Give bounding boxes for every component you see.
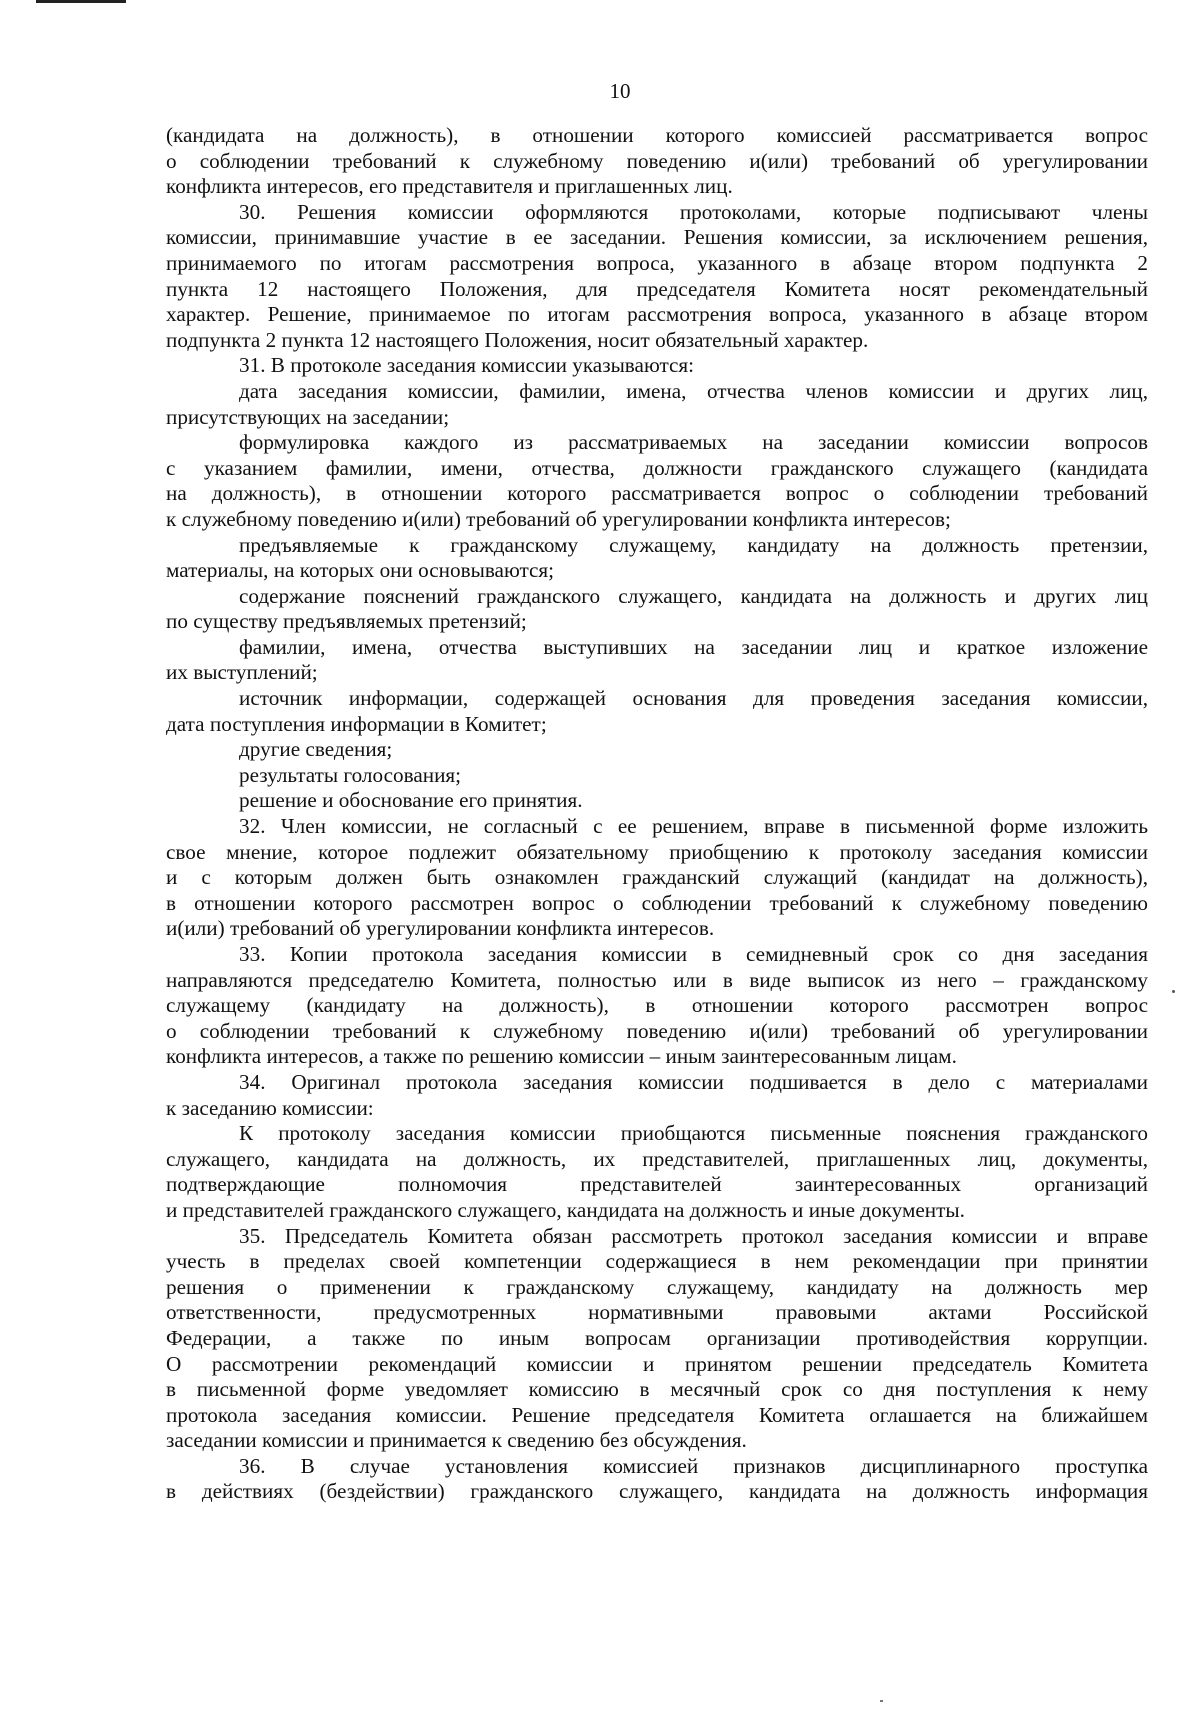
text-line: о соблюдении требований к служебному поведению и(или) требований об урегулировании xyxy=(166,1018,1148,1043)
text-line: предъявляемые к гражданскому служащему, кандидату на должность претензии, xyxy=(239,532,1148,557)
text-line: содержание пояснений гражданского служащего, кандидата на должность и других лиц xyxy=(239,583,1148,608)
text-line: по существу предъявляемых претензий; xyxy=(166,609,527,634)
text-line: дата поступления информации в Комитет; xyxy=(166,711,547,736)
text-line: о соблюдении требований к служебному поведению и(или) требований об урегулировании xyxy=(166,148,1148,173)
text-line: к служебному поведению и(или) требований об урегулировании конфликта интересов; xyxy=(166,506,951,531)
text-line: учесть в пределах своей компетенции содержащиеся в нем рекомендации при принятии xyxy=(166,1249,1148,1274)
scan-dot xyxy=(1172,990,1175,993)
text-line: комиссии, принимавшие участие в ее заседании. Решения комиссии, за исключением решения, xyxy=(166,225,1148,250)
text-line: фамилии, имена, отчества выступивших на заседании лиц и краткое изложение xyxy=(239,634,1148,659)
text-line: направляются председателю Комитета, полностью или в виде выписок из него – гражданскому xyxy=(166,967,1148,992)
text-line: характер. Решение, принимаемое по итогам рассмотрения вопроса, указанного в абзаце втором xyxy=(166,302,1148,327)
text-line: к заседанию комиссии: xyxy=(166,1095,374,1120)
text-line: служащему (кандидату на должность), в отношении которого рассмотрен вопрос xyxy=(166,993,1148,1018)
text-line: конфликта интересов, а также по решению комиссии – иным заинтересованным лицам. xyxy=(166,1044,957,1069)
text-line: в письменной форме уведомляет комиссию в месячный срок со дня поступления к нему xyxy=(166,1377,1148,1402)
text-line: решения о применении к гражданскому служащему, кандидату на должность мер xyxy=(166,1274,1148,1299)
text-line: служащего, кандидата на должность, их представителей, приглашенных лиц, документы, xyxy=(166,1146,1148,1171)
text-line: протокола заседания комиссии. Решение председателя Комитета оглашается на ближайшем xyxy=(166,1402,1148,1427)
text-line: 33. Копии протокола заседания комиссии в семидневный срок со дня заседания xyxy=(239,942,1148,966)
text-line: формулировка каждого из рассматриваемых на заседании комиссии вопросов xyxy=(239,430,1148,455)
text-line: в действиях (бездействии) гражданского служащего, кандидата на должность информация xyxy=(166,1479,1148,1504)
text-line: на должность), в отношении которого рассматривается вопрос о соблюдении требований xyxy=(166,481,1148,506)
text-line: пункта 12 настоящего Положения, для председателя Комитета носят рекомендательный xyxy=(166,276,1148,301)
text-line: свое мнение, которое подлежит обязательному приобщению к протоколу заседания комиссии xyxy=(166,839,1148,864)
top-rule xyxy=(36,0,126,3)
text-line: конфликта интересов, его представителя и приглашенных лиц. xyxy=(166,174,733,199)
text-line: решение и обоснование его принятия. xyxy=(239,788,583,813)
text-line: К протоколу заседания комиссии приобщаются письменные пояснения гражданского xyxy=(239,1121,1148,1146)
text-line: 34. Оригинал протокола заседания комиссии подшивается в дело с материалами xyxy=(239,1069,1148,1094)
text-line: 30. Решения комиссии оформляются протоколами, которые подписывают члены xyxy=(239,199,1148,224)
text-line: (кандидата на должность), в отношении которого комиссией рассматривается вопрос xyxy=(166,123,1148,147)
text-line: в отношении которого рассмотрен вопрос о соблюдении требований к служебному поведению xyxy=(166,890,1148,915)
text-line: 36. В случае установления комиссией признаков дисциплинарного проступка xyxy=(239,1453,1148,1478)
document-body xyxy=(166,123,1148,1505)
text-line: подтверждающие полномочия представителей заинтересованных организаций xyxy=(166,1172,1148,1197)
text-line: 35. Председатель Комитета обязан рассмотреть протокол заседания комиссии и вправе xyxy=(239,1223,1148,1248)
text-line: заседании комиссии и принимается к сведению без обсуждения. xyxy=(166,1428,747,1453)
text-line: результаты голосования; xyxy=(239,762,462,787)
text-line: принимаемого по итогам рассмотрения вопроса, указанного в абзаце втором подпункта 2 xyxy=(166,250,1148,275)
text-line: подпункта 2 пункта 12 настоящего Положения, носит обязательный характер. xyxy=(166,327,869,352)
page-number: 10 xyxy=(609,79,631,103)
scan-mark xyxy=(880,1700,883,1702)
text-line: и представителей гражданского служащего, кандидата на должность и иные документы. xyxy=(166,1197,965,1222)
text-line: 31. В протоколе заседания комиссии указываются: xyxy=(239,353,695,378)
text-line: ответственности, предусмотренных нормативными правовыми актами Российской xyxy=(166,1300,1148,1325)
text-line: и(или) требований об урегулировании конфликта интересов. xyxy=(166,916,715,941)
text-line: 32. Член комиссии, не согласный с ее решением, вправе в письменной форме изложить xyxy=(239,814,1148,839)
text-line: присутствующих на заседании; xyxy=(166,404,450,429)
text-line: их выступлений; xyxy=(166,660,318,685)
text-line: О рассмотрении рекомендаций комиссии и принятом решении председатель Комитета xyxy=(166,1351,1148,1376)
text-line: Федерации, а также по иным вопросам организации противодействия коррупции. xyxy=(166,1325,1148,1350)
text-line: дата заседания комиссии, фамилии, имена, отчества членов комиссии и других лиц, xyxy=(239,378,1148,403)
text-line: материалы, на которых они основываются; xyxy=(166,558,555,583)
text-line: с указанием фамилии, имени, отчества, должности гражданского служащего (кандидата xyxy=(166,455,1148,480)
text-line: источник информации, содержащей основания для проведения заседания комиссии, xyxy=(239,686,1148,711)
text-line: другие сведения; xyxy=(239,737,393,762)
text-line: и с которым должен быть ознакомлен гражданский служащий (кандидат на должность), xyxy=(166,865,1148,890)
